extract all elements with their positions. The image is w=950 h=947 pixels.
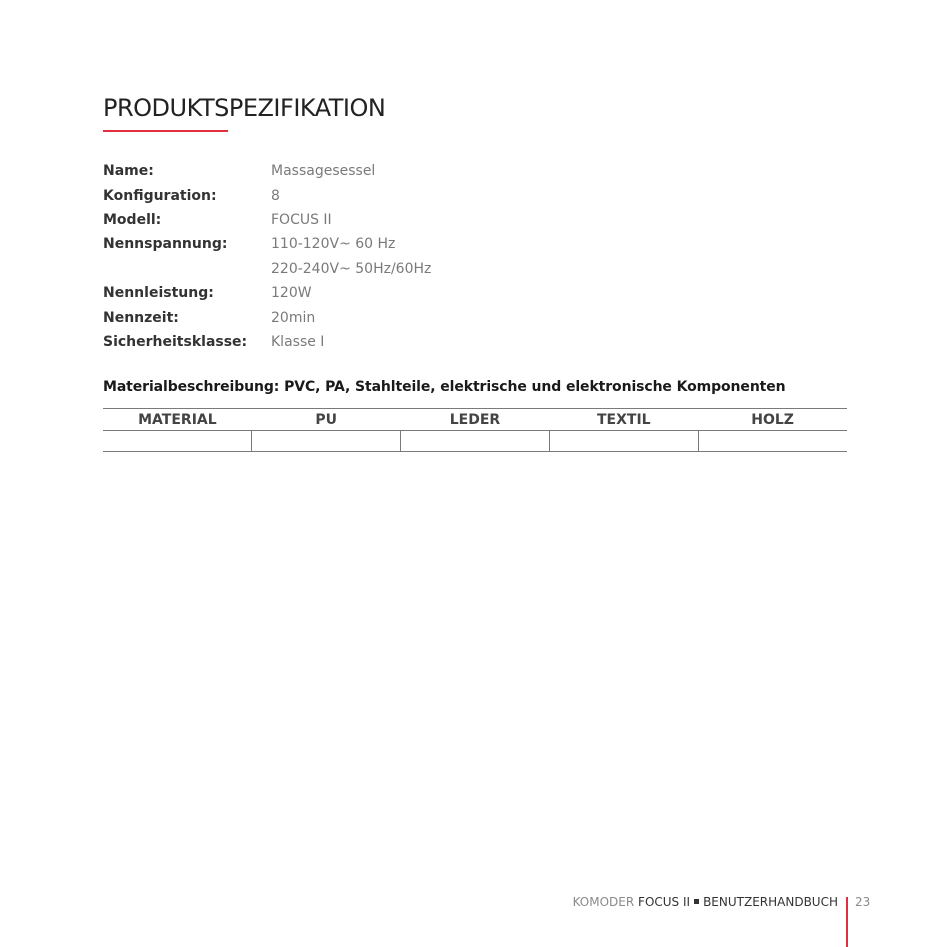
- spec-value: Klasse I: [271, 333, 325, 350]
- spec-label: Nennzeit:: [103, 309, 179, 326]
- spec-label: Nennleistung:: [103, 285, 214, 302]
- table-row: [103, 431, 847, 452]
- page-number: 23: [855, 895, 871, 909]
- spec-label: Konfiguration:: [103, 187, 217, 204]
- spec-row-voltage-alt: [103, 257, 803, 281]
- material-header-holz: HOLZ: [698, 409, 847, 431]
- footer-model: FOCUS II: [638, 895, 691, 909]
- table-cell: [698, 431, 847, 452]
- table-cell: [252, 431, 401, 452]
- spec-label: Nennspannung:: [103, 236, 228, 253]
- spec-value: 110-120V~ 60 Hz: [271, 236, 396, 253]
- spec-value: 20min: [271, 309, 316, 326]
- footer-manual: BENUTZERHANDBUCH: [703, 895, 838, 909]
- spec-row-model: [103, 208, 803, 232]
- footer: [573, 895, 838, 909]
- spec-value: 120W: [271, 285, 312, 302]
- spec-label: Name:: [103, 163, 154, 180]
- table-cell: [549, 431, 698, 452]
- spec-list: [103, 159, 803, 354]
- table-cell: [401, 431, 550, 452]
- material-description: Materialbeschreibung: PVC, PA, Stahlteile, elektrische und elektronische Komponenten: [103, 379, 786, 395]
- material-header-textil: TEXTIL: [549, 409, 698, 431]
- page-title: PRODUKTSPEZIFIKATION: [103, 94, 386, 122]
- table-cell: [103, 431, 252, 452]
- spec-row-voltage: [103, 232, 803, 256]
- spec-label: Modell:: [103, 211, 162, 228]
- spec-value: Massagesessel: [271, 163, 376, 180]
- title-underline: [103, 130, 228, 132]
- material-header-leder: LEDER: [401, 409, 550, 431]
- spec-row-name: [103, 159, 803, 183]
- footer-divider: [846, 897, 848, 947]
- material-header-material: MATERIAL: [103, 409, 252, 431]
- spec-row-rated-time: [103, 305, 803, 329]
- spec-row-power: [103, 281, 803, 305]
- spec-row-safety-class: [103, 330, 803, 354]
- spec-value: 220-240V~ 50Hz/60Hz: [271, 260, 432, 277]
- footer-brand: KOMODER: [572, 895, 635, 909]
- material-header-pu: PU: [252, 409, 401, 431]
- material-table-header-row: [103, 409, 847, 431]
- material-table: [103, 408, 847, 452]
- spec-value: 8: [271, 187, 280, 204]
- spec-row-configuration: [103, 183, 803, 207]
- spec-label: Sicherheitsklasse:: [103, 333, 248, 350]
- square-bullet-icon: [694, 899, 699, 904]
- spec-value: FOCUS II: [271, 211, 332, 228]
